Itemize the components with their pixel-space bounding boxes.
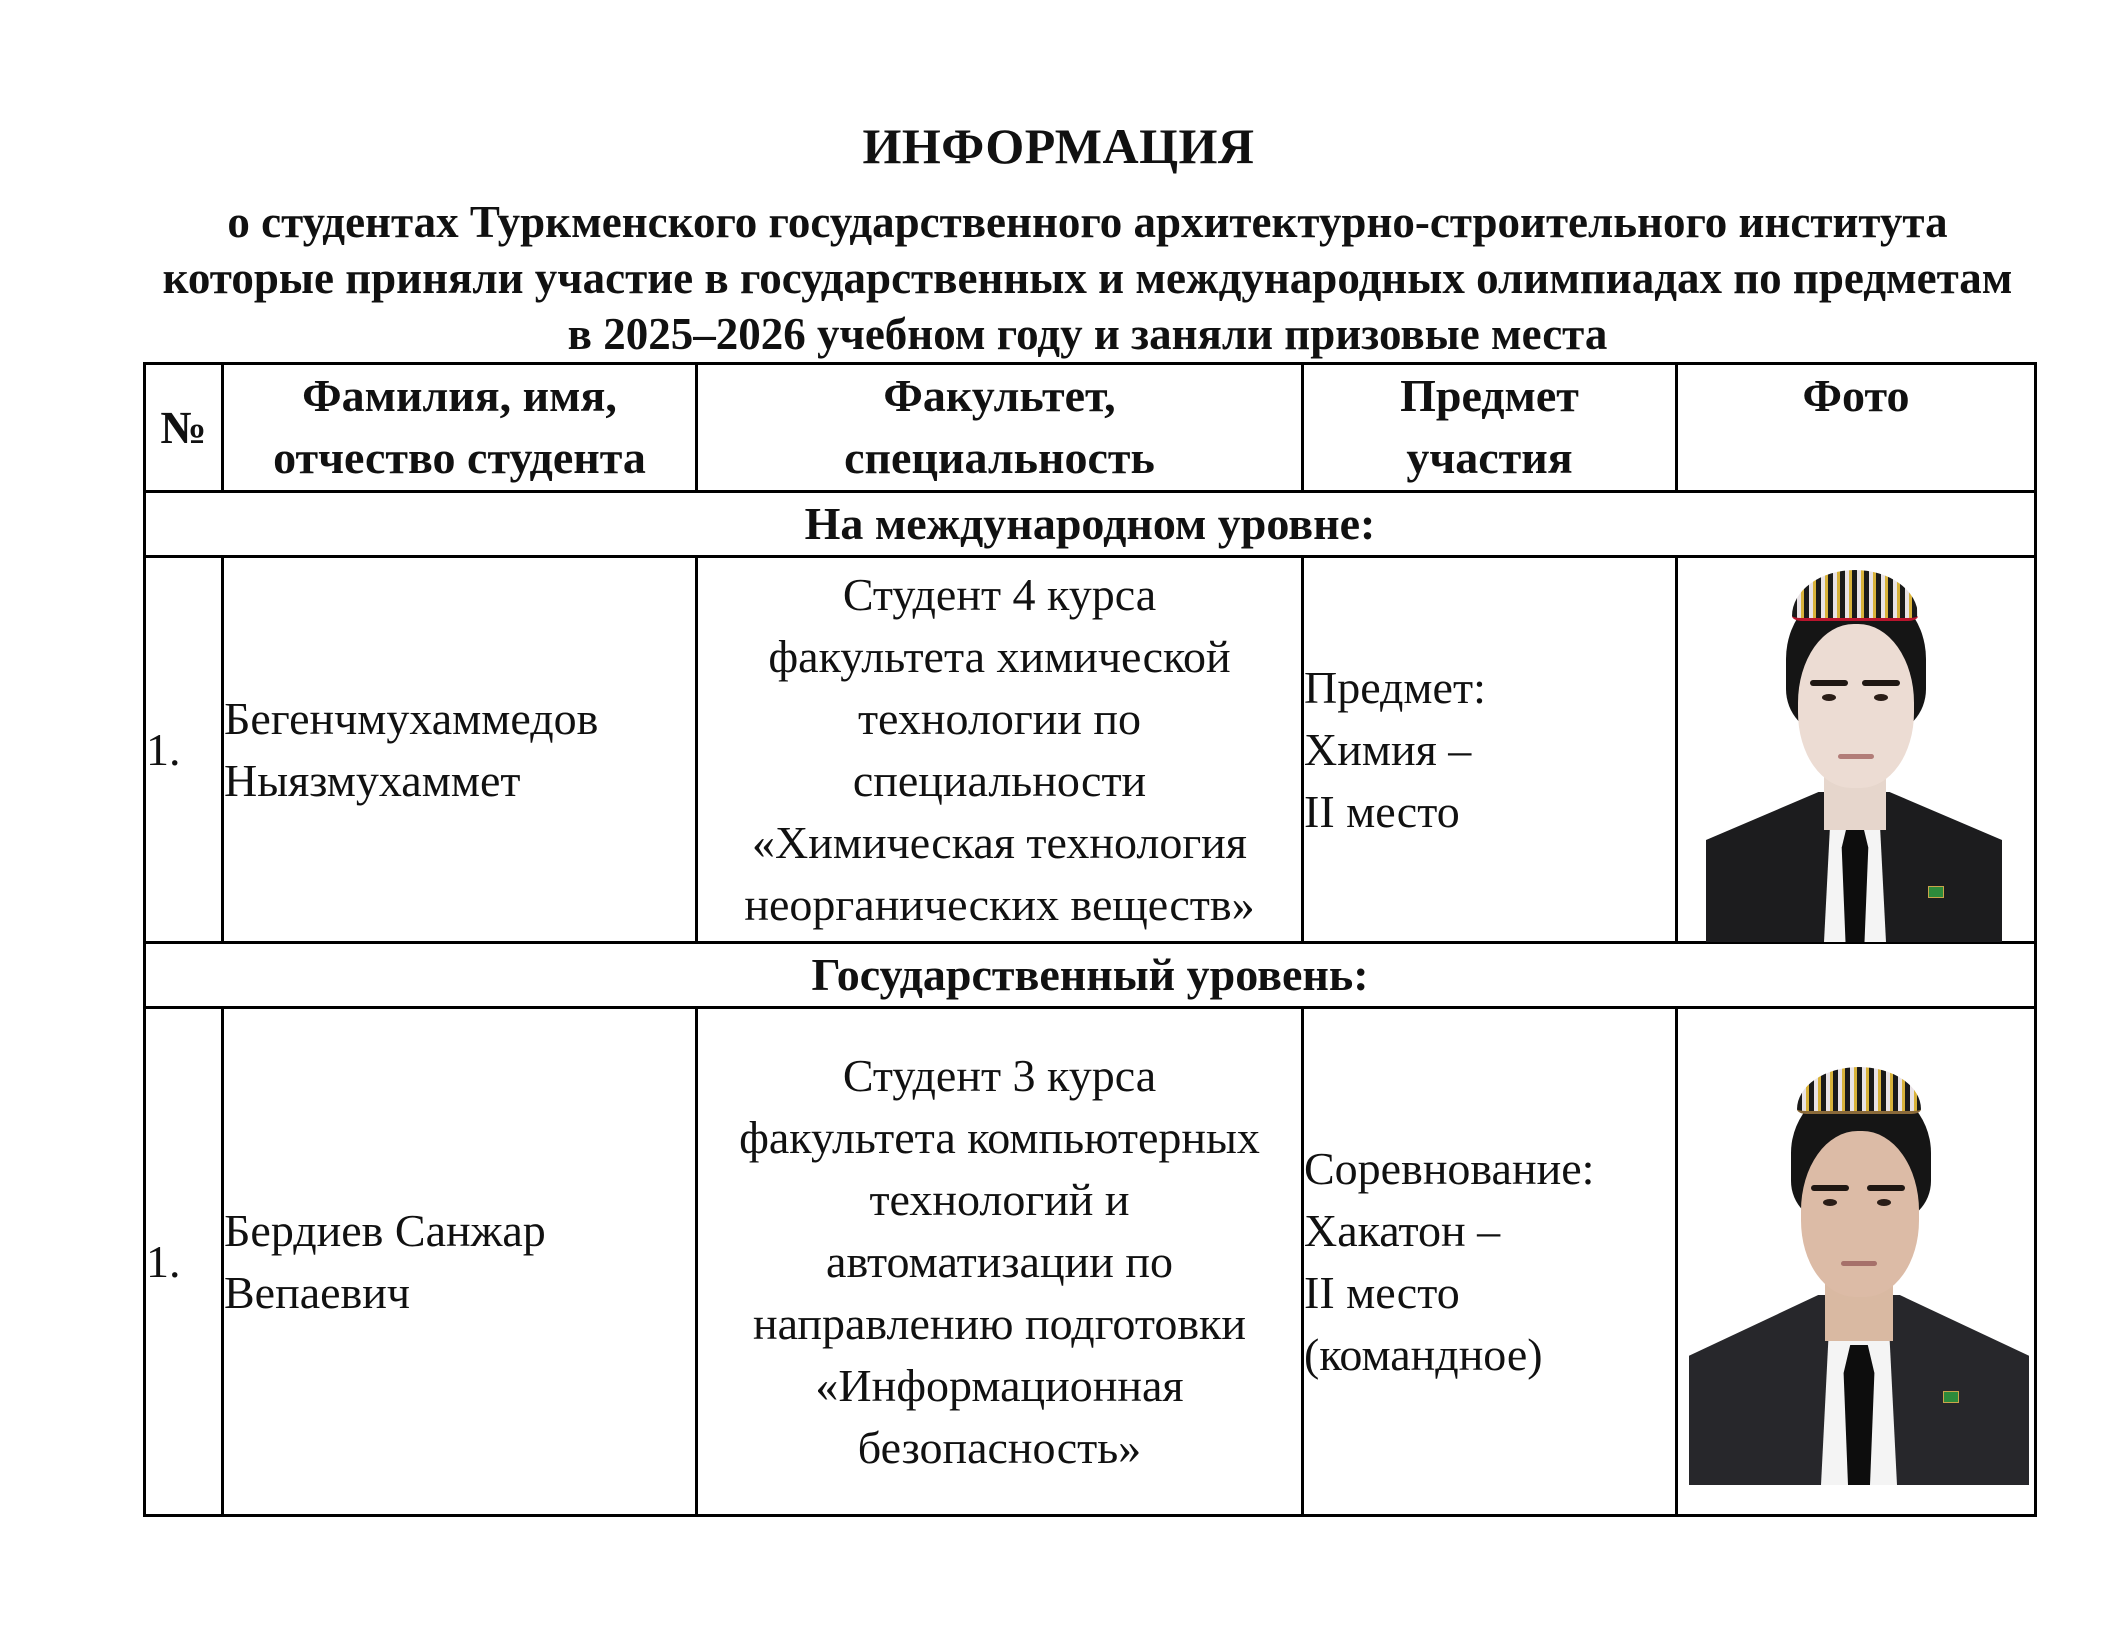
- subtitle-line: о студентах Туркменского государственного архитектурно-строительного института: [227, 197, 1948, 247]
- subtitle-line: которые приняли участие в государственных и международных олимпиадах по предметам: [162, 253, 2013, 303]
- row-number: 1.: [145, 1008, 223, 1516]
- faculty-line: направлению подготовки: [752, 1297, 1247, 1349]
- header-name-line: Фамилия, имя,: [302, 370, 617, 421]
- student-name-line: Вепаевич: [224, 1266, 411, 1318]
- header-name-line: отчество студента: [273, 432, 646, 483]
- header-faculty: [697, 364, 1303, 492]
- student-name-line: Бегенчмухаммедов: [224, 692, 599, 744]
- subject-line: Соревнование:: [1304, 1142, 1595, 1194]
- faculty-specialty: [697, 1008, 1303, 1516]
- header-name: [223, 364, 697, 492]
- student-photo: [1689, 1061, 2029, 1485]
- student-name-line: Ныязмухаммет: [224, 754, 521, 806]
- subject-line: Хакатон –: [1304, 1204, 1501, 1256]
- section-title: Государственный уровень:: [145, 943, 2036, 1008]
- subject-line: Предмет:: [1304, 661, 1486, 713]
- header-photo: Фото: [1677, 364, 2036, 492]
- header-subject-line: участия: [1406, 432, 1573, 483]
- subject-line: Химия –: [1304, 723, 1472, 775]
- faculty-line: технологии по: [857, 692, 1142, 744]
- header-faculty-line: Факультет,: [883, 370, 1116, 421]
- student-name: [223, 1008, 697, 1516]
- faculty-line: автоматизации по: [826, 1235, 1173, 1287]
- photo-cell: [1677, 557, 2036, 943]
- faculty-line: неорганических веществ»: [744, 878, 1255, 930]
- faculty-line: факультета компьютерных: [739, 1111, 1260, 1163]
- subtitle-line: в 2025–2026 учебном году и заняли призовые места: [567, 309, 1608, 359]
- subject-line: (командное): [1304, 1328, 1543, 1380]
- faculty-line: «Информационная: [815, 1359, 1184, 1411]
- header-subject: [1303, 364, 1677, 492]
- header-subject-line: Предмет: [1400, 370, 1579, 421]
- table-header-row: [145, 364, 2036, 492]
- faculty-line: факультета химической: [768, 630, 1231, 682]
- faculty-line: технологий и: [869, 1173, 1130, 1225]
- faculty-line: безопасность»: [857, 1421, 1142, 1473]
- subject-line: II место: [1304, 1266, 1460, 1318]
- header-faculty-line: специальность: [844, 432, 1155, 483]
- table-row: [145, 557, 2036, 943]
- subject-line: II место: [1304, 785, 1460, 837]
- student-name-line: Бердиев Санжар: [224, 1204, 546, 1256]
- participation-subject: [1303, 1008, 1677, 1516]
- header-number: №: [145, 364, 223, 492]
- page-title: ИНФОРМАЦИЯ: [862, 118, 1255, 174]
- faculty-specialty: [697, 557, 1303, 943]
- page-subtitle: [140, 194, 2035, 362]
- participation-subject: [1303, 557, 1677, 943]
- faculty-line: специальности: [852, 754, 1147, 806]
- section-row-international: [145, 492, 2036, 557]
- students-table: [143, 362, 2037, 1517]
- row-number: 1.: [145, 557, 223, 943]
- section-row-national: [145, 943, 2036, 1008]
- student-photo: [1706, 558, 2002, 942]
- faculty-line: Студент 3 курса: [842, 1049, 1157, 1101]
- faculty-line: Студент 4 курса: [842, 568, 1157, 620]
- faculty-line: «Химическая технология: [752, 816, 1247, 868]
- student-name: [223, 557, 697, 943]
- photo-cell: [1677, 1008, 2036, 1516]
- section-title: На международном уровне:: [145, 492, 2036, 557]
- table-row: [145, 1008, 2036, 1516]
